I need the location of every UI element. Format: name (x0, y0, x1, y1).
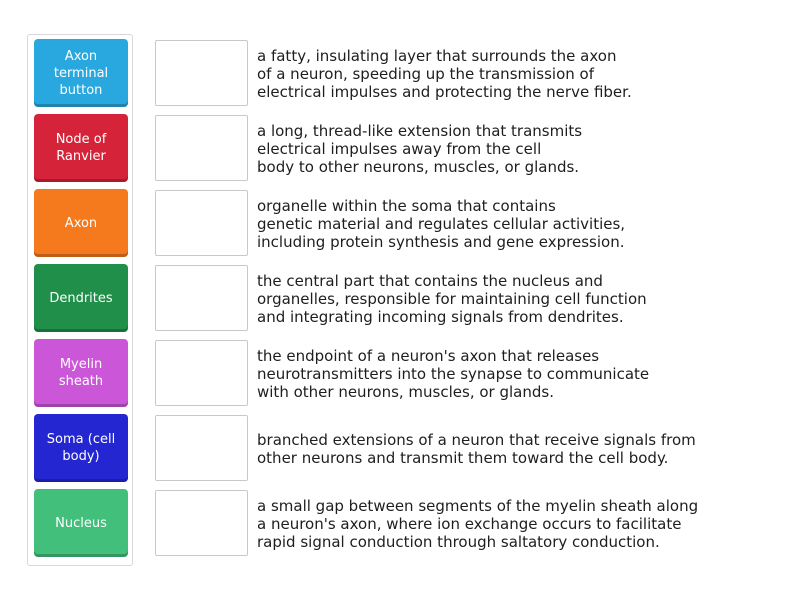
drop-slot[interactable] (155, 265, 248, 331)
tile-bank (27, 34, 133, 566)
definition-row (155, 340, 795, 408)
definition-text: organelle within the soma that contains genetic material and regulates cellular activities, including protein synthesis and gene expression. (257, 197, 626, 251)
tile-axon[interactable]: Axon (34, 189, 128, 257)
tile-node-of-ranvier[interactable]: Node of Ranvier (34, 114, 128, 182)
drop-slot[interactable] (155, 115, 248, 181)
tile-myelin-sheath[interactable]: Myelin sheath (34, 339, 128, 407)
definition-row (155, 115, 795, 183)
definition-text: the central part that contains the nucleus and organelles, responsible for maintaining cell function and integrating incoming signals from dendrites. (257, 272, 647, 326)
definition-text: a long, thread-like extension that transmits electrical impulses away from the cell body to other neurons, muscles, or glands. (257, 122, 583, 176)
definition-row (155, 490, 795, 558)
definition-row (155, 415, 795, 483)
tile-dendrites[interactable]: Dendrites (34, 264, 128, 332)
drop-slot[interactable] (155, 415, 248, 481)
tile-soma-cell-body[interactable]: Soma (cell body) (34, 414, 128, 482)
definition-row (155, 265, 795, 333)
drop-slot[interactable] (155, 490, 248, 556)
definition-row (155, 40, 795, 108)
drop-slot[interactable] (155, 190, 248, 256)
drop-slot[interactable] (155, 40, 248, 106)
tile-axon-terminal-button[interactable]: Axon terminal button (34, 39, 128, 107)
definition-text: branched extensions of a neuron that receive signals from other neurons and transmit them toward the cell body. (257, 431, 696, 467)
definition-row (155, 190, 795, 258)
definition-text: a fatty, insulating layer that surrounds the axon of a neuron, speeding up the transmission of electrical impulses and protecting the nerve fiber. (257, 47, 632, 101)
definition-text: a small gap between segments of the myelin sheath along a neuron's axon, where ion exchange occurs to facilitate rapid signal conduction through saltatory conduction. (257, 497, 699, 551)
definition-text: the endpoint of a neuron's axon that releases neurotransmitters into the synapse to communicate with other neurons, muscles, or glands. (257, 347, 650, 401)
tile-nucleus[interactable]: Nucleus (34, 489, 128, 557)
drop-slot[interactable] (155, 340, 248, 406)
